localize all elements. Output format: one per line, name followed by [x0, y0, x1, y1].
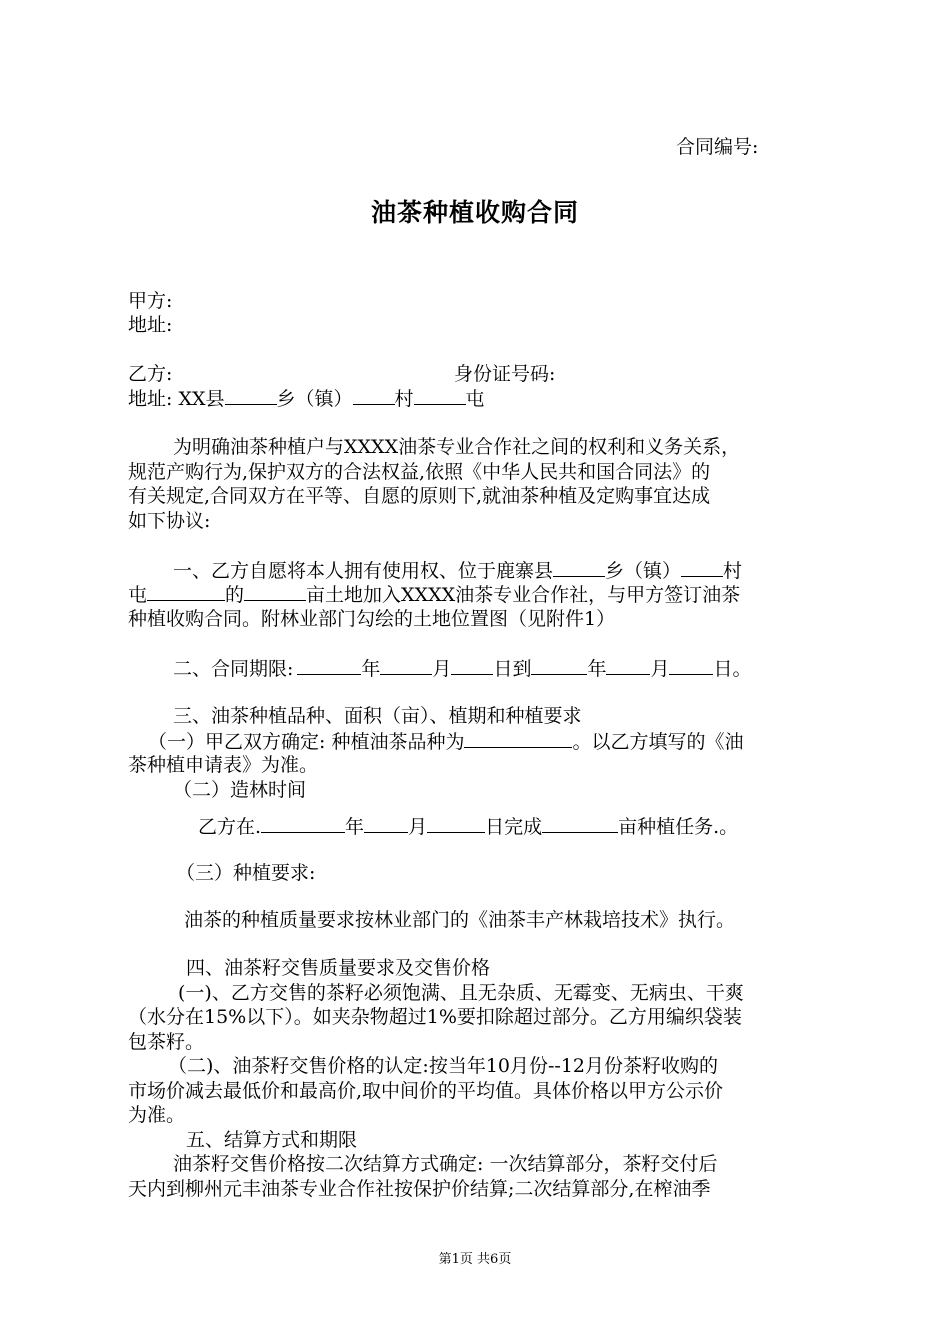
address-tun: 屯 — [465, 388, 485, 410]
clause3-text: （一）甲乙双方确定: 种植油茶品种为 — [148, 731, 465, 753]
clause1-text: 屯 — [128, 584, 148, 606]
year-blank — [297, 656, 361, 675]
address-prefix: 地址: XX县 — [128, 388, 225, 410]
clause3-sub3-text: 油茶的种植质量要求按林业部门的《油茶丰产林栽培技术》执行。 — [184, 909, 736, 931]
clause1-text: 一、乙方自愿将本人拥有使用权、位于鹿寨县 — [173, 560, 554, 582]
year-blank — [531, 656, 587, 675]
clause5-heading: 五、结算方式和期限 — [186, 1129, 358, 1151]
preamble-line: 有关规定,合同双方在平等、自愿的原则下,就油茶种植及定购事宜达成 — [128, 485, 711, 507]
month-blank — [606, 656, 650, 675]
party-b-id-label: 身份证号码: — [454, 363, 556, 385]
preamble-line: 为明确油茶种植户与XXXX油茶专业合作社之间的权利和义务关系， — [173, 436, 741, 458]
month-blank — [364, 814, 408, 833]
contract-number-label: 合同编号: — [676, 136, 759, 158]
clause2-text: 年 — [361, 658, 381, 680]
clause3-sub2: （二）造林时间 — [173, 779, 307, 801]
clause1-text: 的 — [225, 584, 245, 606]
clause3-text: 乙方在. — [198, 816, 262, 838]
clause5-line: 油茶籽交售价格按二次结算方式确定: 一次结算部分，茶籽交付后 — [173, 1153, 718, 1175]
village-blank — [681, 558, 723, 577]
party-b-label: 乙方: — [128, 363, 173, 385]
party-b-address-line — [128, 386, 485, 411]
clause4-p1-line: (一)、乙方交售的茶籽必须饱满、且无杂质、无霉变、无病虫、干爽 — [178, 982, 744, 1004]
party-a-address-label: 地址: — [128, 314, 173, 336]
clause1-text: 乡（镇） — [605, 560, 682, 582]
address-village: 村 — [394, 388, 414, 410]
clause3-text: 。以乙方填写的《油 — [572, 731, 744, 753]
clause5-line: 天内到柳州元丰油茶专业合作社按保护价结算;二次结算部分,在榨油季 — [128, 1178, 711, 1200]
clause2-text: 月 — [432, 658, 452, 680]
document-title: 油茶种植收购合同 — [370, 198, 579, 227]
clause3-sub1-cont: 茶种植申请表》为准。 — [128, 754, 319, 776]
clause3-text: 日完成 — [485, 816, 543, 838]
day-blank — [669, 656, 713, 675]
preamble-line: 如下协议: — [128, 510, 211, 532]
clause3-sub2-line — [198, 814, 738, 839]
clause4-p2-line: 为准。 — [128, 1104, 186, 1126]
clause2-text: 日。 — [713, 658, 752, 680]
clause3-text: 年 — [345, 816, 365, 838]
day-blank — [451, 656, 493, 675]
clause2-line — [173, 656, 752, 681]
clause1-line: 种植收购合同。附林业部门勾绘的土地位置图（见附件1） — [128, 608, 616, 630]
clause4-heading: 四、油茶籽交售质量要求及交售价格 — [186, 957, 491, 979]
clause3-heading: 三、油茶种植品种、面积（亩）、植期和种植要求 — [173, 705, 582, 727]
clause1-line — [128, 582, 740, 607]
page-number-footer: 第1页 共6页 — [438, 1252, 512, 1267]
village-blank — [353, 386, 395, 405]
day-blank — [427, 814, 485, 833]
clause4-p2-line: 市场价减去最低价和最高价,取中间价的平均值。具体价格以甲方公示价 — [128, 1080, 724, 1102]
clause1-text: 亩土地加入XXXX油茶专业合作社，与甲方签订油茶 — [306, 584, 741, 606]
tun-blank — [414, 386, 466, 405]
area-blank — [542, 814, 618, 833]
address-town: 乡（镇） — [276, 388, 353, 410]
tun-blank — [147, 582, 225, 601]
clause4-p2-line: （二)、油茶籽交售价格的认定:按当年10月份--12月份茶籽收购的 — [168, 1055, 719, 1077]
clause3-sub3: （三）种植要求: — [176, 862, 316, 884]
clause2-text: 年 — [587, 658, 607, 680]
variety-blank — [464, 729, 572, 748]
clause2-text: 日到 — [493, 658, 532, 680]
clause4-p1-line: 包茶籽。 — [128, 1031, 205, 1053]
party-a-label: 甲方: — [128, 290, 173, 312]
town-blank — [553, 558, 605, 577]
clause2-text: 月 — [650, 658, 670, 680]
preamble-line: 规范产购行为,保护双方的合法权益,依照《中华人民共和国合同法》的 — [128, 461, 711, 483]
town-blank — [225, 386, 277, 405]
clause3-text: 亩种植任务.。 — [618, 816, 739, 838]
clause3-sub1 — [148, 729, 743, 754]
clause3-text: 月 — [408, 816, 428, 838]
clause2-text: 二、合同期限: — [173, 658, 294, 680]
area-blank — [244, 582, 306, 601]
month-blank — [380, 656, 432, 675]
clause4-p1-line: （水分在15%以下）。如夹杂物超过1%要扣除超过部分。乙方用编织袋装 — [128, 1006, 742, 1028]
year-blank — [261, 814, 345, 833]
clause1-text: 村 — [723, 560, 743, 582]
clause1-line — [173, 558, 742, 583]
